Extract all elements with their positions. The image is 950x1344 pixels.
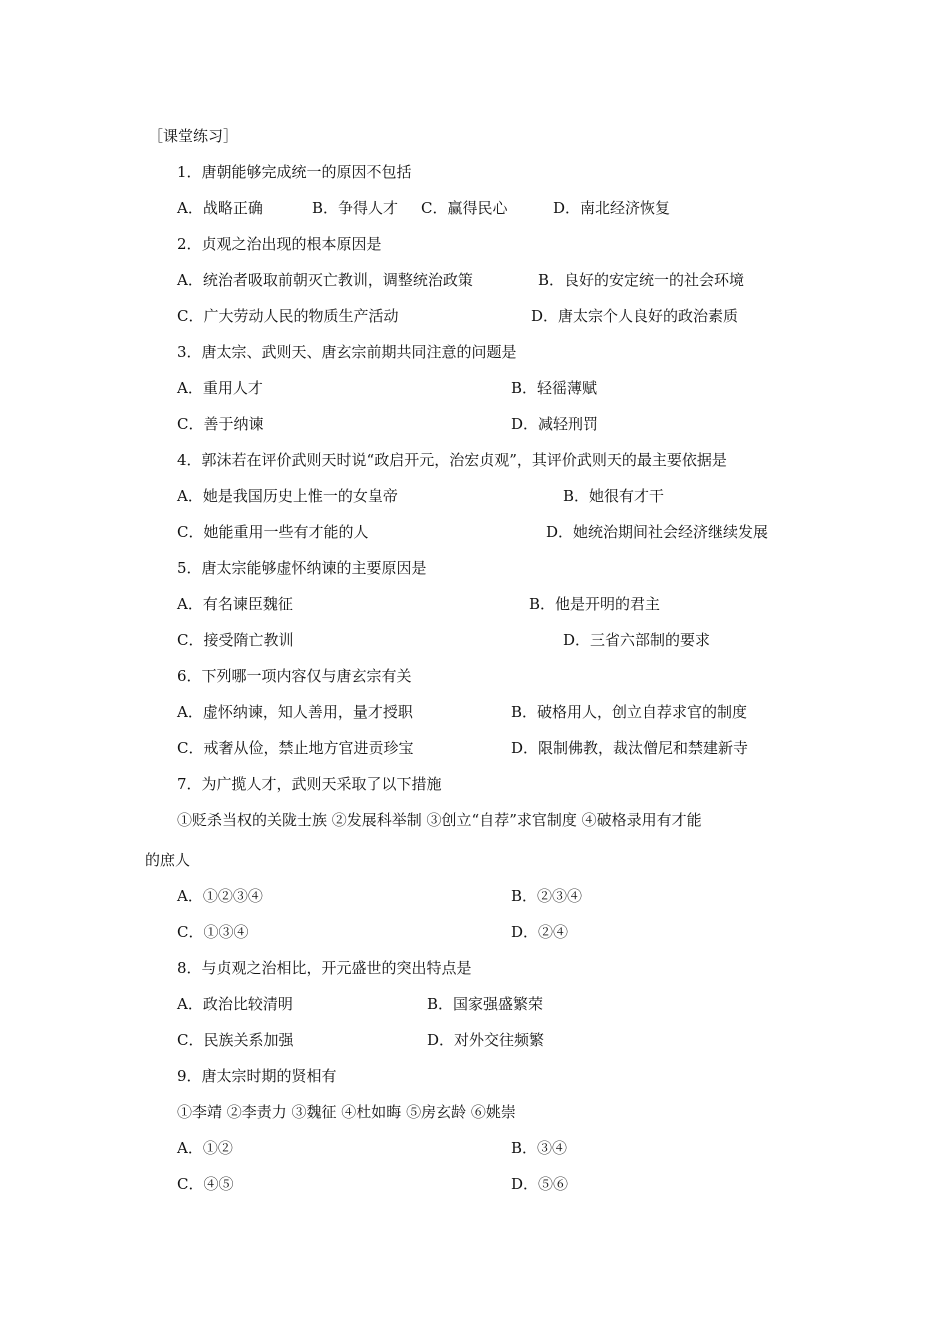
question-9-option-a: A．①② (177, 1139, 233, 1157)
question-9-stem: 9．唐太宗时期的贤相有 (177, 1067, 337, 1085)
question-4-option-a: A．她是我国历史上惟一的女皇帝 (177, 487, 398, 505)
question-2-option-c: C．广大劳动人民的物质生产活动 (177, 307, 399, 325)
question-6-option-d: D．限制佛教，裁汰僧尼和禁建新寺 (511, 739, 749, 757)
question-5-stem: 5．唐太宗能够虚怀纳谏的主要原因是 (177, 559, 427, 577)
question-8-option-b: B．国家强盛繁荣 (427, 995, 544, 1013)
question-5-option-d: D．三省六部制的要求 (563, 631, 711, 649)
question-5-option-b: B．他是开明的君主 (529, 595, 661, 613)
question-2-stem: 2．贞观之治出现的根本原因是 (177, 235, 382, 253)
question-5-option-c: C．接受隋亡教训 (177, 631, 294, 649)
question-8-option-a: A．政治比较清明 (177, 995, 293, 1013)
question-9-option-d: D．⑤⑥ (511, 1175, 569, 1193)
question-7-items: ①贬杀当权的关陇士族 ②发展科举制 ③创立“自荐”求官制度 ④破格录用有才能 (177, 811, 702, 829)
question-9-option-c: C．④⑤ (177, 1175, 234, 1193)
question-9-items: ①李靖 ②李责力 ③魏征 ④杜如晦 ⑤房玄龄 ⑥姚崇 (177, 1103, 516, 1121)
question-2-option-a: A．统治者吸取前朝灭亡教训，调整统治政策 (177, 271, 473, 289)
question-4-stem: 4．郭沫若在评价武则天时说“政启开元，治宏贞观”，其评价武则天的最主要依据是 (177, 451, 727, 469)
question-1-option-a: A．战略正确 (177, 199, 263, 217)
question-4-option-d: D．她统治期间社会经济继续发展 (546, 523, 769, 541)
question-8-option-d: D．对外交往频繁 (427, 1031, 545, 1049)
question-4-option-b: B．她很有才干 (563, 487, 665, 505)
question-3-option-c: C．善于纳谏 (177, 415, 264, 433)
question-7-items-continued: 的庶人 (145, 851, 191, 869)
question-3-option-b: B．轻徭薄赋 (511, 379, 598, 397)
question-6-stem: 6．下列哪一项内容仅与唐玄宗有关 (177, 667, 412, 685)
question-1-option-c: C．赢得民心 (421, 199, 508, 217)
question-7-option-a: A．①②③④ (177, 887, 263, 905)
question-9-option-b: B．③④ (511, 1139, 568, 1157)
question-4-option-c: C．她能重用一些有才能的人 (177, 523, 369, 541)
question-6-option-a: A．虚怀纳谏，知人善用，量才授职 (177, 703, 413, 721)
question-3-stem: 3．唐太宗、武则天、唐玄宗前期共同注意的问题是 (177, 343, 517, 361)
question-8-option-c: C．民族关系加强 (177, 1031, 294, 1049)
question-6-option-c: C．戒奢从俭，禁止地方官进贡珍宝 (177, 739, 414, 757)
question-6-option-b: B．破格用人，创立自荐求官的制度 (511, 703, 748, 721)
question-7-stem: 7．为广揽人才，武则天采取了以下措施 (177, 775, 442, 793)
section-title: ［课堂练习］ (148, 127, 239, 145)
question-8-stem: 8．与贞观之治相比，开元盛世的突出特点是 (177, 959, 472, 977)
question-7-option-c: C．①③④ (177, 923, 249, 941)
question-2-option-d: D．唐太宗个人良好的政治素质 (531, 307, 739, 325)
question-2-option-b: B．良好的安定统一的社会环境 (538, 271, 745, 289)
question-1-stem: 1．唐朝能够完成统一的原因不包括 (177, 163, 412, 181)
question-7-option-b: B．②③④ (511, 887, 583, 905)
question-3-option-a: A．重用人才 (177, 379, 263, 397)
question-7-option-d: D．②④ (511, 923, 569, 941)
question-5-option-a: A．有名谏臣魏征 (177, 595, 293, 613)
question-1-option-d: D．南北经济恢复 (553, 199, 671, 217)
question-3-option-d: D．减轻刑罚 (511, 415, 599, 433)
question-1-option-b: B．争得人才 (312, 199, 399, 217)
